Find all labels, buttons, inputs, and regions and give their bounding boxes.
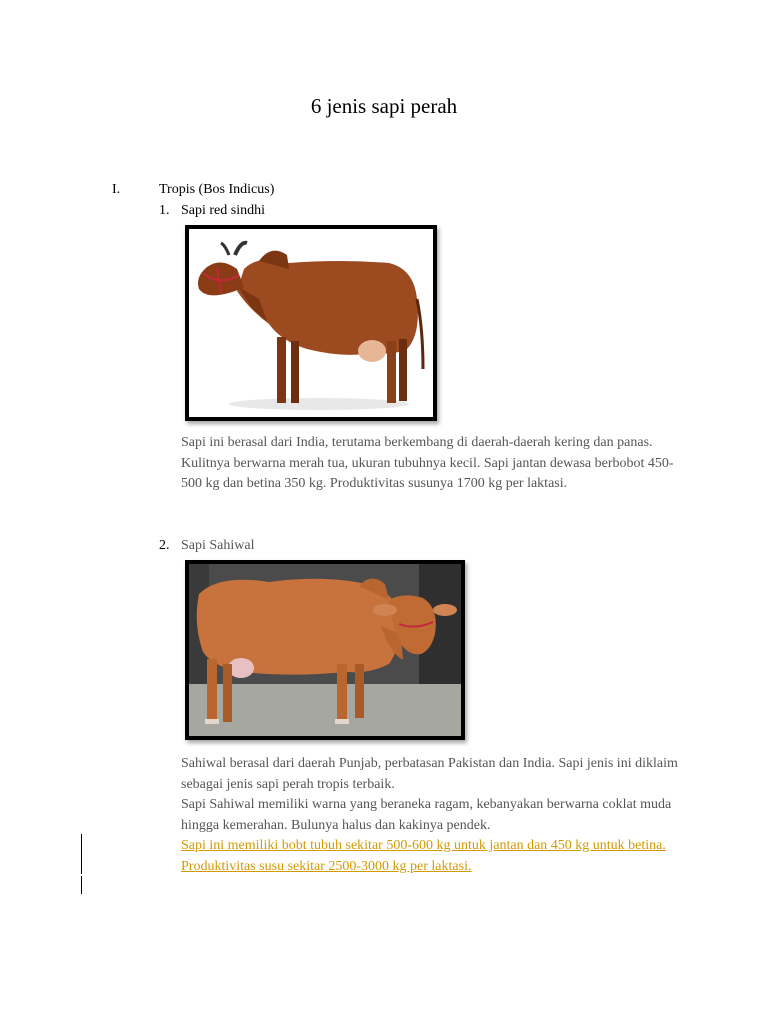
item-label: Sapi red sindhi <box>181 203 265 218</box>
red-sindhi-description <box>181 433 681 495</box>
page-title: 6 jenis sapi perah <box>310 94 458 118</box>
sahiwal-photo <box>185 560 465 740</box>
section-number: I. <box>112 182 121 197</box>
item-label: Sapi Sahiwal <box>181 538 255 553</box>
item-number: 2. <box>159 538 170 553</box>
change-bar <box>81 876 82 894</box>
section-label: Tropis (Bos Indicus) <box>159 182 275 197</box>
red-sindhi-photo <box>185 225 437 421</box>
sahiwal-description <box>181 754 681 877</box>
revised-paragraph: Sapi ini memiliki bobt tubuh sekitar 500-600 kg untuk jantan dan 450 kg untuk betina. Produktivitas susu sekitar 2500-3000 kg per laktasi. <box>181 838 666 874</box>
description-paragraph: Sapi ini berasal dari India, terutama berkembang di daerah-daerah kering dan panas. Kulitnya berwarna merah tua, ukuran tubuhnya kecil. Sapi jantan dewasa berbobot 450-500 kg dan betina 350 kg. Produktivitas susunya 1700 kg per laktasi. <box>181 435 674 491</box>
description-paragraph: Sahiwal berasal dari daerah Punjab, perbatasan Pakistan dan India. Sapi jenis ini diklaim sebagai jenis sapi perah tropis terbaik. <box>181 756 678 792</box>
description-paragraph: Sapi Sahiwal memiliki warna yang beraneka ragam, kebanyakan berwarna coklat muda hingga kemerahan. Bulunya halus dan kakinya pendek. <box>181 797 672 833</box>
item-number: 1. <box>159 203 170 218</box>
change-bar <box>81 834 82 874</box>
